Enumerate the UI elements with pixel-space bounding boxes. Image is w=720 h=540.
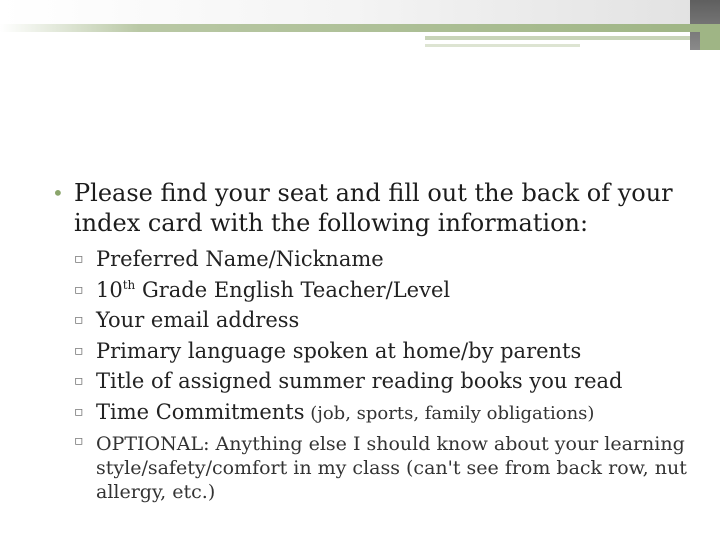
bullet-dot-icon: • (52, 181, 64, 205)
square-bullet-icon: ▫ (74, 281, 84, 298)
list-item-text: Primary language spoken at home/by parents (96, 338, 582, 363)
list-item-text: OPTIONAL: Anything else I should know about your learning style/safety/comfort in my class (can't see from back row, nut allergy, etc.) (96, 433, 687, 503)
list-item-optional (74, 432, 692, 504)
list-item (74, 244, 692, 275)
main-bullet (52, 178, 692, 238)
square-bullet-icon: ▫ (74, 312, 84, 328)
list-item-prefix: 10 (96, 277, 123, 302)
list-item-text: Grade English Teacher/Level (135, 277, 451, 302)
header-green-bar (0, 24, 700, 32)
header-thin-line-1 (425, 36, 690, 40)
slide-body (52, 178, 692, 504)
sub-bullet-list (52, 244, 692, 504)
list-item (74, 336, 692, 367)
list-item (74, 366, 692, 397)
list-item (74, 397, 692, 430)
list-item-text: Title of assigned summer reading books you read (96, 369, 623, 393)
square-bullet-icon: ▫ (74, 403, 84, 420)
header-green-accent (700, 24, 720, 50)
square-bullet-icon: ▫ (74, 342, 84, 359)
main-bullet-text: Please find your seat and fill out the back of your index card with the following information: (74, 179, 673, 237)
list-item-detail: (job, sports, family obligations) (304, 402, 595, 424)
header-thin-line-2 (425, 44, 580, 47)
list-item-text: Time Commitments (96, 399, 305, 424)
square-bullet-icon: ▫ (74, 433, 84, 449)
list-item-text: Your email address (96, 308, 300, 332)
square-bullet-icon: ▫ (74, 251, 84, 267)
list-item-text: Preferred Name/Nickname (96, 247, 384, 271)
list-item-superscript: th (122, 277, 136, 292)
square-bullet-icon: ▫ (74, 373, 84, 389)
list-item (74, 305, 692, 336)
header-gradient-bar (0, 0, 700, 24)
list-item (74, 275, 692, 306)
